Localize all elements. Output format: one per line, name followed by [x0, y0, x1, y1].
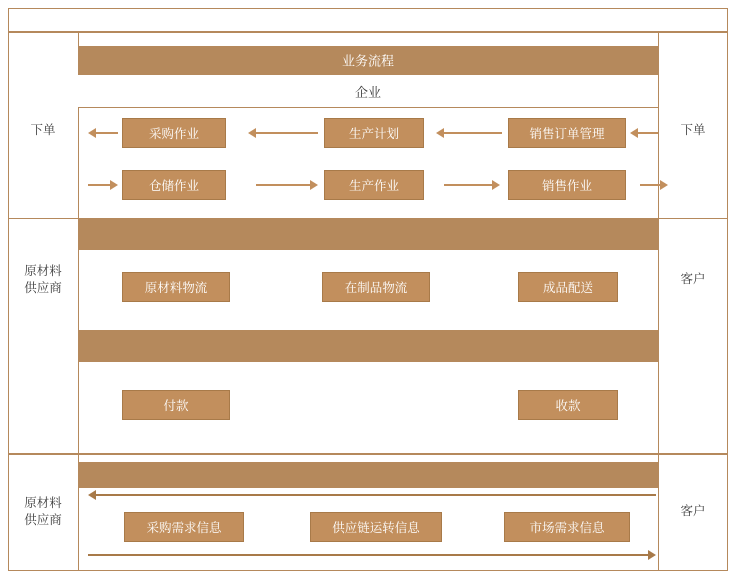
node-label: 仓储作业: [148, 179, 199, 193]
node-wip-logistics: [322, 272, 430, 302]
arrowhead-procurement-to-supplier: [88, 128, 96, 138]
outer-frame-top-strip: [8, 8, 728, 32]
arrowhead-information-flow-left: [88, 490, 96, 500]
side-label-left-supplier: [9, 258, 77, 302]
node-finished-goods-delivery: [518, 272, 618, 302]
node-procurement-operations: [122, 118, 226, 148]
arrowhead-information-flow-right: [648, 550, 656, 560]
node-warehouse-operations: [122, 170, 226, 200]
arrowhead-sales-to-customer: [660, 180, 668, 190]
arrowhead-warehouse-to-production: [310, 180, 318, 190]
band-information-separator: [78, 462, 658, 488]
node-label: 销售作业: [541, 179, 592, 193]
arrow-warehouse-to-production: [256, 184, 310, 186]
node-supply-chain-operation-info: [310, 512, 442, 542]
node-label: 付款: [163, 399, 189, 413]
arrow-information-flow-left: [96, 494, 656, 496]
node-label: 采购需求信息: [146, 521, 222, 535]
enterprise-row: [78, 75, 658, 107]
side-label-right-order-text: 下单: [680, 122, 706, 137]
node-sales-order-management: [508, 118, 626, 148]
node-label: 采购作业: [148, 127, 199, 141]
node-label: 市场需求信息: [529, 521, 605, 535]
side-label-left-order-text: 下单: [30, 122, 56, 137]
node-receipt: [518, 390, 618, 420]
side-label-left-supplier-bottom-line1: 原材料: [24, 496, 62, 511]
node-label: 原材料物流: [144, 281, 208, 295]
side-label-right-customer-text: 客户: [680, 271, 706, 286]
band-logistics-separator: [78, 218, 658, 250]
arrow-production-to-sales: [444, 184, 492, 186]
arrowhead-sales-order-to-production-plan: [436, 128, 444, 138]
divider-right-col-row: [658, 218, 728, 219]
side-label-right-customer: [659, 264, 727, 294]
side-label-right-order: [659, 110, 727, 150]
node-market-demand-info: [504, 512, 630, 542]
node-sales-operations: [508, 170, 626, 200]
node-label: 生产作业: [348, 179, 399, 193]
side-label-left-supplier-line2: 供应商: [24, 281, 62, 295]
divider-left-col-row: [8, 218, 78, 219]
node-raw-material-logistics: [122, 272, 230, 302]
side-label-left-supplier-bottom: [9, 490, 77, 534]
node-label: 销售订单管理: [529, 127, 605, 141]
node-production-operations: [324, 170, 424, 200]
arrowhead-production-to-sales: [492, 180, 500, 190]
arrow-procurement-to-supplier: [96, 132, 118, 134]
side-label-right-customer-bottom-text: 客户: [680, 503, 706, 518]
node-label: 生产计划: [348, 127, 399, 141]
node-label: 供应链运转信息: [332, 521, 420, 535]
arrow-supplier-to-warehouse: [88, 184, 110, 186]
node-procurement-demand-info: [124, 512, 244, 542]
node-production-plan: [324, 118, 424, 148]
title-band-label: 业务流程: [341, 53, 394, 68]
arrowhead-customer-order-in: [630, 128, 638, 138]
arrowhead-production-plan-to-procurement: [248, 128, 256, 138]
node-label: 成品配送: [542, 281, 593, 295]
arrow-sales-order-to-production-plan: [444, 132, 502, 134]
arrowhead-supplier-to-warehouse: [110, 180, 118, 190]
arrow-production-plan-to-procurement: [256, 132, 318, 134]
arrow-customer-order-in: [638, 132, 658, 134]
band-payment-separator: [78, 330, 658, 362]
node-label: 收款: [555, 399, 581, 413]
enterprise-label: 企业: [354, 84, 381, 100]
divider-right-column-main: [658, 32, 659, 454]
arrow-sales-to-customer: [640, 184, 660, 186]
side-label-left-order: [9, 110, 77, 150]
side-label-right-customer-bottom: [659, 496, 727, 526]
title-band: [78, 46, 658, 75]
node-payment: [122, 390, 230, 420]
node-label: 在制品物流: [344, 281, 408, 295]
side-label-left-supplier-line1: 原材料: [24, 264, 62, 279]
side-label-left-supplier-bottom-line2: 供应商: [24, 513, 62, 527]
enterprise-row-bottom-line: [78, 107, 658, 108]
arrow-information-flow-right: [88, 554, 648, 556]
